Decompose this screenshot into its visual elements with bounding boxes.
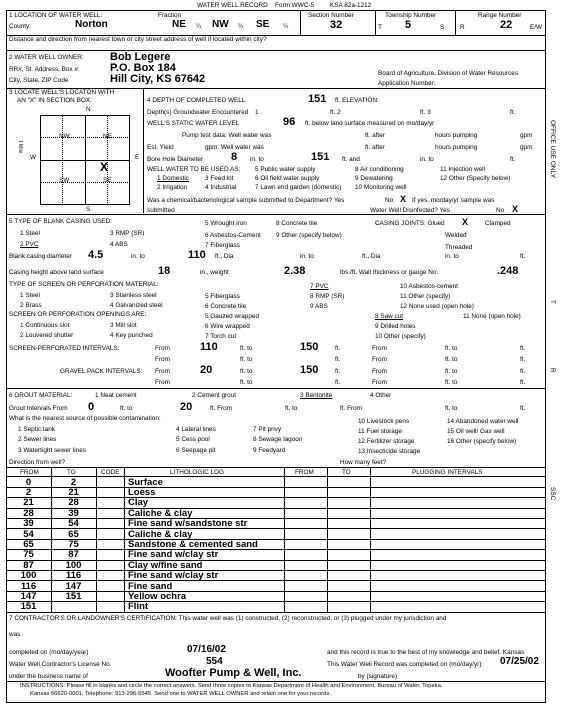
casing-weight-value: 2.38 <box>284 265 306 277</box>
county-label: County: <box>9 23 32 30</box>
log-from-cell: 87 <box>23 559 34 571</box>
log-to-cell: 75 <box>68 538 79 550</box>
log-from-cell: 100 <box>20 570 37 582</box>
bore-diameter-value: 8 <box>231 151 238 163</box>
log-lithology-cell: Fine sand w/sandstone str <box>128 518 248 530</box>
log-to-cell: 21 <box>68 486 79 498</box>
log-header-lithologic: LITHOLOGIC LOG <box>170 469 224 476</box>
location-mark: X <box>100 160 109 174</box>
s5-label: 5 TYPE OF BLANK CASING USED: <box>9 218 112 225</box>
log-to-cell: 54 <box>68 518 79 530</box>
log-lithology-cell: Yellow ochra <box>128 590 187 602</box>
log-from-cell: 28 <box>23 507 34 519</box>
log-lithology-cell: Surface <box>128 476 163 488</box>
application-number-label: Application Number: <box>378 80 436 87</box>
ksa-reference: KSA 82a-1212 <box>330 2 372 9</box>
gravel-to-value: 150 <box>300 364 319 376</box>
section-value: 32 <box>330 19 343 31</box>
gravel-from-value: 20 <box>200 364 213 376</box>
log-from-cell: 147 <box>20 590 37 602</box>
log-lithology-cell: Clay <box>128 497 149 509</box>
certification-text: 7 CONTRACTOR'S OR LANDOWNER'S CERTIFICATION: This water well was (1) constructed, (2) reconstructed, or (3) plugged under my jurisdiction and <box>9 615 447 622</box>
log-from-cell: 2 <box>25 486 32 498</box>
quarter-1: NE <box>172 19 186 30</box>
log-lithology-cell: Fine sand w/clay str <box>128 549 219 561</box>
grout-to-value: 20 <box>180 401 193 413</box>
log-to-cell: 100 <box>65 559 82 571</box>
wall-thickness-value: .248 <box>497 265 519 277</box>
range-number-label: Range Number <box>478 12 522 19</box>
business-name-value: Woofter Pump & Well, Inc. <box>165 667 302 679</box>
township-value: 5 <box>405 19 412 31</box>
s6-label: 6 GROUT MATERIAL: <box>9 392 73 399</box>
instructions-line-1: INSTRUCTIONS: Please fill in blanks and circle the correct answers. Send three copies to Kansas Department of Health and Environment, Bureau of Water, Topeka, <box>20 683 443 689</box>
township-number-label: Township Number <box>385 12 437 19</box>
county-value: Norton <box>75 19 108 30</box>
plug-header-from: FROM <box>295 469 314 476</box>
use-domestic-selected: 1 Domestic <box>157 175 189 182</box>
log-from-cell: 116 <box>20 580 37 592</box>
log-to-cell: 65 <box>68 528 79 540</box>
log-from-cell: 65 <box>23 538 34 550</box>
office-use-only-label: OFFICE USE ONLY <box>549 120 556 179</box>
log-to-cell: 28 <box>68 497 79 509</box>
water-well-record-form: WATER WELL RECORD Form WWC-5 KSA 82a-1212 1 LOCATION OF WATER WELL: Fraction Section Number Township Number Range Number County: Norton NE ¼ NW ¼ SE ¼ 32 T 5 S R 22 E/W Distance and direction from nearest town or city street address of well if located within city? 2 WATER WELL OWNER: Bob Legere RR#, St. Address, Box #: P.O. Box 184 City, State, ZIP Code Hill City, KS 67642 Board of Agriculture, Division of Water Resources Application Number: 3 LOCATE WELL'S LOCATON WITH AN "X" IN SECTION BOX: N S W E 1 Mile NW NE SW SE X 4 DEPTH OF COMPLETED WELL 151 ft. ELEVATION: Depth(s) Groundwater Encountered 1 ft. 2 ft. 3 ft. WELL'S STATIC WATER LEVEL 96 ft. below land surface measured on mo/day/yr Pump test data: Well water was ft. after hours pumping gpm Est. Yield gpm: Well water was ft. after hours pumping gpm Bore Hole Diameter 8 in. to 151 ft. and in. to ft. WELL WATER TO BE USED AS: 5 Public water supply 8 Air conditioning 11 Injection well 1 Domestic 3 Feed lot 6 Oil field water supply 9 Dewatering 12 Other (Specify below) 2 Irrigation 4 Industrial 7 Lawn end garden (domestic) 10 Monitoring well Was a chemical/bacteriological sample submitted to Department? Yes No X If yes, mo/day/yr sample was submitted Water Well Disinfected? Yes No X 5 TYPE OF BLANK CASING USED: 5 Wrought iron 8 Concrete tile CASING JOINTS: Glued X Clamped 1 Steel 3 RMP (SR) 6 Asbestos-Cement 9 Other (specify below) Welded 2 PVC 4 ABS 7 Fiberglass Threaded Blank casing diameter 4.5 in. to 110 ft., Dia in. to ft., Dia in. to ft. Casing height above land surface 18 in., weight 2.38 lbs./ft. Wall thickness or gauge No. .248 TYPE OF SCREEN OR PERFORATION MATERIAL: 7 PVC 10 Asbestos-cement 1 Steel 3 Stainless steel 5 Fiberglass 8 RMP (SR) 11 Other (specify) 2 Brass 4 Galvanized steel 6 Concrete tile 9 ABS 12 None used (open hole) SCREEN OR PERFORATION OPENINGS ARE: 5 Gauzed wrapped 8 Saw cut 11 None (open hole) 1 Continuous slot 3 Mill slot 6 Wire wrapped 9 Drilled holes 2 Louvered shutter 4 Key punched 7 Torch cut 10 Other (specify) SCREEN-PERFORATED INTERVALS: From 110 ft. to 150 ft. From ft. to ft. From ft. to ft. From ft. to ft. GRAVEL PACK INTERVALS: From 20 ft. to 150 ft. From ft. to ft. From ft. to ft. From ft. to ft. 6 GROUT MATERIAL: 1 Neat cement 2 Cement grout 3 Bentonite 4 Other Grout Intervals From 0 ft. to 20 ft. From ft. to ft. From ft. to ft. What is the nearest source of possible contamination: 10 Livestock pens 14 Abandoned water well 1 Septic tank 4 Lateral lines 7 Pit privy 11 Fuel storage 15 Oil well/ Gas well 2 Sewer lines 5 Cess pool 8 Sewage lagoon 12 Fertilizer storage 16 Other (specify below) 3 Watertight sewer lines 6 Seepage pit 9 Feedyard 13 Insecticide storage Direction from well? How many feet? FROM TO CODE LITHOLOGIC LOG FROM TO PLUGGING INTERVALS 0 2 Surface 2 21 Loess 21 28 Clay 28 39 Caliche & clay 39 54 Fine sand w/sandstone str 54 65 Caliche & clay 65 75 Sandstone & cemented sand 75 87 Fine sand w/clay str 87 100 Clay w/fine sand 100 116 Fine sand w/clay str 116 147 Fine sand 147 151 Yellow ochra 151 Flint 7 CONTRACTOR'S OR LANDOWNER'S CERTIFICATION: This water well was (1) constructed, (2) reconstructed, or (3) plugged under my jurisdiction and was completed on (mo/day/year) 07/16/02 and this record is true to the best of my knowledge and belief. Kansas Water Well Contractor's License No. 554 This Water Well Record was completed on (mo/day/yr) 07/25/02 under the business name of Woofter Pump & Well, Inc. by (signature) INSTRUCTIONS: Please fill in blanks and circle the correct answers. Send three copies to Kansas Department of Health and Environment, Bureau of Water, Topeka, Kansas 66620-0001. Telephone: 913-296-5545. Send one to WATER WELL OWNER and retain one for your records. OFFICE USE ONLY T R SSC <box>0 0 564 706</box>
city-label: City, State, ZIP Code <box>9 77 69 84</box>
casing-height-value: 18 <box>158 265 171 277</box>
distance-question: Distance and direction from nearest town or city street address of well if located within city? <box>9 36 267 43</box>
mile-scale-label: 1 Mile <box>17 140 23 154</box>
log-lithology-cell: Flint <box>128 601 149 613</box>
log-to-cell: 2 <box>70 476 77 488</box>
form-number: Form WWC-5 <box>275 2 315 9</box>
log-from-cell: 75 <box>23 549 34 561</box>
plug-header-intervals: PLUGGING INTERVALS <box>412 469 483 476</box>
grout-bentonite-selected: 3 Bentonite <box>300 392 333 399</box>
address-label: RR#, St. Address, Box #: <box>9 66 80 73</box>
log-header-to: TO <box>67 469 76 476</box>
owner-city: Hill City, KS 67642 <box>110 73 206 85</box>
log-to-cell: 116 <box>65 570 82 582</box>
log-lithology-cell: Clay w/fine sand <box>128 559 203 571</box>
range-value: 22 <box>500 19 513 31</box>
s1-label: 1 LOCATION OF WATER WELL: <box>9 12 103 19</box>
log-lithology-cell: Fine sand <box>128 580 173 592</box>
screen-from-value: 110 <box>200 341 218 353</box>
quarter-2: NW <box>212 19 229 30</box>
log-from-cell: 0 <box>25 476 32 488</box>
bore-to-value: 151 <box>311 151 330 163</box>
log-lithology-cell: Caliche & clay <box>128 528 193 540</box>
fraction-label: Fraction <box>158 12 182 19</box>
owner-name: Bob Legere <box>110 51 171 63</box>
screen-pvc-selected: 7 PVC <box>310 283 329 290</box>
section-number-label: Section Number <box>308 12 354 19</box>
log-lithology-cell: Fine sand w/clay str <box>128 570 219 582</box>
log-to-cell: 151 <box>65 590 82 602</box>
log-to-cell: 39 <box>68 507 79 519</box>
plug-header-to: TO <box>342 469 351 476</box>
log-lithology-cell: Loess <box>128 486 156 498</box>
form-title: WATER WELL RECORD <box>197 2 268 9</box>
log-header-code: CODE <box>101 469 120 476</box>
log-lithology-cell: Caliche & clay <box>128 507 193 519</box>
instructions-line-2: Kansas 66620-0001. Telephone: 913-296-5545. Send one to WATER WELL OWNER and retain one for your records. <box>30 691 331 697</box>
static-level-value: 96 <box>283 116 296 128</box>
completed-date-value: 07/16/02 <box>187 644 226 655</box>
casing-pvc-selected: 2 PVC <box>20 241 39 248</box>
s2-label: 2 WATER WELL OWNER: <box>9 54 84 61</box>
depth-value: 151 <box>308 93 327 105</box>
log-from-cell: 39 <box>23 518 34 530</box>
log-from-cell: 151 <box>20 601 37 613</box>
board-label: Board of Agriculture, Division of Water Resources <box>378 70 519 77</box>
blank-to-value: 110 <box>188 249 206 261</box>
log-header-from: FROM <box>20 469 39 476</box>
opening-saw-cut-selected: 8 Saw cut <box>375 313 404 320</box>
log-to-cell: 87 <box>68 549 79 561</box>
blank-diameter-value: 4.5 <box>88 249 104 261</box>
grout-from-value: 0 <box>88 401 95 413</box>
record-date-value: 07/25/02 <box>500 656 539 667</box>
depth-label: 4 DEPTH OF COMPLETED WELL <box>147 97 246 104</box>
log-to-cell: 147 <box>65 580 82 592</box>
screen-to-value: 150 <box>300 341 319 353</box>
s3-label-2: AN "X" IN SECTION BOX: <box>17 97 92 104</box>
license-value: 554 <box>206 656 223 667</box>
quarter-3: SE <box>256 19 270 30</box>
log-from-cell: 54 <box>23 528 34 540</box>
owner-address: P.O. Box 184 <box>110 62 176 74</box>
s3-label-1: 3 LOCATE WELL'S LOCATON WITH <box>9 89 115 96</box>
log-lithology-cell: Sandstone & cemented sand <box>128 538 258 550</box>
log-from-cell: 21 <box>23 497 34 509</box>
